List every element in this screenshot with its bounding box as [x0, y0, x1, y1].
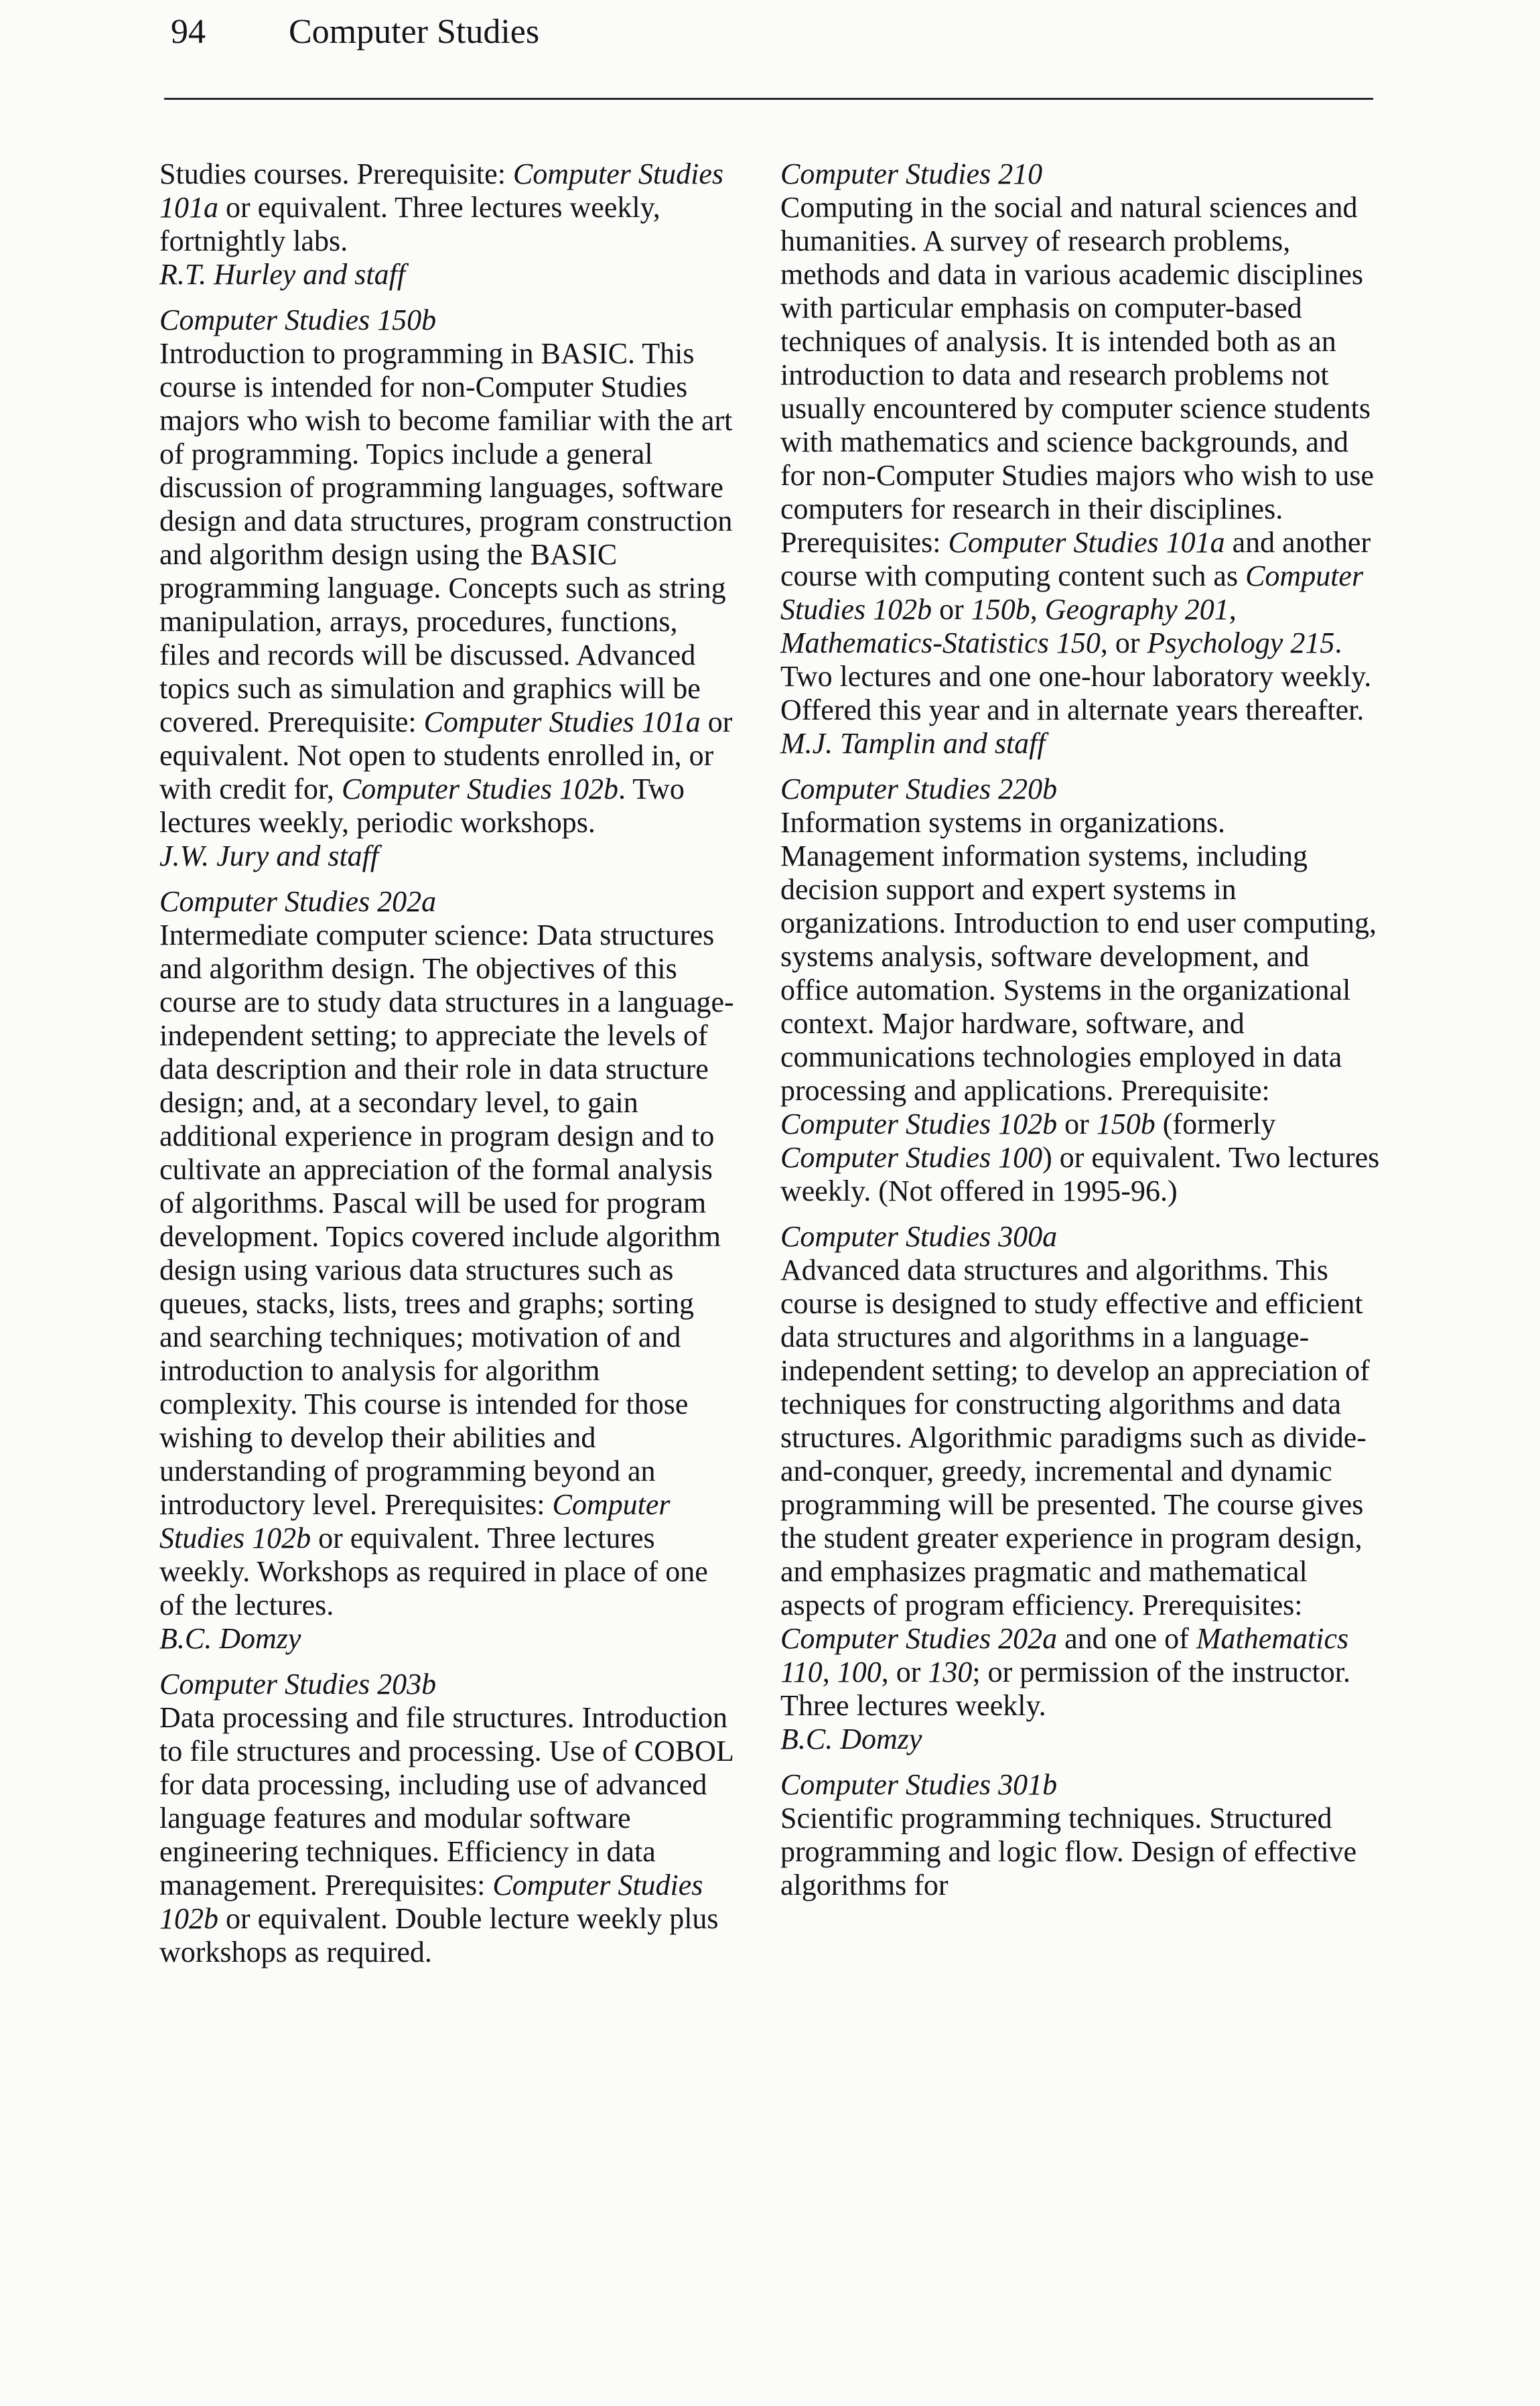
instructor: M.J. Tamplin and staff: [780, 727, 1046, 760]
course-description: [159, 1701, 736, 1969]
text-run: Introduction to programming in BASIC. This course is intended for non-Computer Studies majors who wish to become familiar with the art of programming. Topics include a general discussion of programming languages, software design and data structures, program construction and algorithm design using the BASIC programming language. Concepts such as string manipulation, arrays, procedures, functions, files and records will be discussed. Advanced topics such as simulation and graphics will be covered. Prerequisite:: [159, 337, 733, 738]
course-title: Computer Studies 301b: [780, 1768, 1058, 1801]
course-reference: 150b: [971, 593, 1030, 626]
course-reference: Computer Studies 102b: [159, 1869, 703, 1935]
course-entry-cs203b: [159, 1668, 736, 1969]
page-header: [171, 12, 1373, 98]
course-reference: Computer Studies 102b: [341, 773, 619, 805]
course-title: Computer Studies 220b: [780, 773, 1058, 805]
course-reference: 130: [928, 1656, 973, 1688]
course-description: [159, 157, 736, 258]
text-run: ,: [822, 1656, 837, 1688]
course-title: Computer Studies 210: [780, 157, 1043, 190]
course-reference: Geography 201: [1044, 593, 1229, 626]
course-title: Computer Studies 202a: [159, 885, 437, 918]
course-title: Computer Studies 150b: [159, 304, 437, 336]
course-description: [780, 1802, 1383, 1902]
text-run: or equivalent. Not open to students enrolled in, or with credit for,: [159, 706, 733, 805]
text-run: , or: [1100, 626, 1147, 659]
course-entry-continued: [159, 157, 736, 291]
course-reference: Psychology 215: [1147, 626, 1335, 659]
course-entry-cs300a: [780, 1220, 1383, 1756]
text-run: and another course with computing content such as: [780, 526, 1371, 592]
course-entry-cs220b: [780, 773, 1383, 1208]
course-description: [780, 191, 1383, 727]
course-reference: Computer Studies 102b: [780, 559, 1364, 626]
course-reference: Computer Studies 101a: [159, 157, 724, 224]
course-reference: Computer Studies 101a: [948, 526, 1225, 559]
text-run: ) or equivalent. Two lectures weekly. (Not offered in 1995-96.): [780, 1141, 1380, 1207]
text-run: Intermediate computer science: Data structures and algorithm design. The objectives of this course are to study data structures in a language-independent setting; to appreciate the levels of data description and their role in data structure design; and, at a secondary level, to gain additional experience in program design and to cultivate an appreciation of the formal analysis of algorithms. Pascal will be used for program development. Topics covered include algorithm design using various data structures such as queues, stacks, lists, trees and graphs; sorting and searching techniques; motivation of and introduction to analysis for algorithm complexity. This course is intended for those wishing to develop their abilities and understanding of programming beyond an introductory level. Prerequisites:: [159, 919, 734, 1521]
course-title: Computer Studies 300a: [780, 1220, 1058, 1253]
course-reference: Computer Studies 202a: [780, 1622, 1058, 1655]
course-description: [159, 919, 736, 1622]
text-run: Scientific programming techniques. Structured programming and logic flow. Design of effective algorithms for: [780, 1802, 1357, 1901]
header-rule: [164, 98, 1373, 100]
course-title: Computer Studies 203b: [159, 1668, 437, 1700]
text-run: or: [932, 593, 971, 626]
text-run: ,: [1030, 593, 1045, 626]
course-description: [780, 806, 1383, 1208]
text-run: Data processing and file structures. Introduction to file structures and processing. Use of COBOL for data processing, including use of advanced language features and modular software engineering techniques. Efficiency in data management. Prerequisites:: [159, 1701, 733, 1901]
course-reference: 150b: [1096, 1108, 1156, 1140]
text-run: Computing in the social and natural sciences and humanities. A survey of research problems, methods and data in various academic disciplines with particular emphasis on computer-based techniques of analysis. It is intended both as an introduction to data and research problems not usually encountered by computer science students with mathematics and science backgrounds, and for non-Computer Studies majors who wish to use computers for research in their disciplines. Prerequisites:: [780, 191, 1375, 559]
text-run: or equivalent. Three lectures weekly. Workshops as required in place of one of the lectures.: [159, 1522, 708, 1621]
running-title: Computer Studies: [289, 13, 540, 51]
course-reference: 100: [837, 1656, 882, 1688]
text-run: Advanced data structures and algorithms. This course is designed to study effective and efficient data structures and algorithms in a language-independent setting; to develop an appreciation of techniques for constructing algorithms and data structures. Algorithmic paradigms such as divide-and-conquer, greedy, incremental and dynamic programming will be presented. The course gives the student greater experience in program design, and emphasizes pragmatic and mathematical aspects of program efficiency. Prerequisites:: [780, 1254, 1370, 1621]
course-entry-cs210: [780, 157, 1383, 760]
text-run: Information systems in organizations. Management information systems, including decision support and expert systems in organizations. Introduction to end user computing, systems analysis, software development, and office automation. Systems in the organizational context. Major hardware, software, and communications technologies employed in data processing and applications. Prerequisite:: [780, 806, 1377, 1107]
text-run: or equivalent. Double lecture weekly plus workshops as required.: [159, 1902, 719, 1968]
course-reference: Computer Studies 102b: [159, 1488, 671, 1554]
instructor: B.C. Domzy: [159, 1622, 301, 1655]
text-run: ; or permission of the instructor. Three lectures weekly.: [780, 1656, 1350, 1722]
text-run: and one of: [1057, 1622, 1196, 1655]
right-column: [780, 157, 1383, 1914]
text-run: . Two lectures weekly, periodic workshops.: [159, 773, 685, 839]
course-reference: Computer Studies 101a: [423, 706, 701, 738]
course-reference: Mathematics-Statistics 150: [780, 626, 1101, 659]
text-run: Studies courses. Prerequisite:: [159, 157, 513, 190]
course-entry-cs301b: [780, 1768, 1383, 1902]
left-column: [159, 157, 736, 1981]
text-run: ,: [1229, 593, 1237, 626]
course-entry-cs202a: [159, 885, 736, 1656]
instructor: B.C. Domzy: [780, 1723, 922, 1755]
course-entry-cs150b: [159, 304, 736, 873]
course-description: [780, 1254, 1383, 1723]
page-number: 94: [171, 13, 206, 51]
instructor: R.T. Hurley and staff: [159, 258, 406, 291]
text-run: (formerly: [1155, 1108, 1276, 1140]
course-reference: Mathematics 110: [780, 1622, 1349, 1688]
text-run: . Two lectures and one one-hour laboratory weekly. Offered this year and in alternate years thereafter.: [780, 626, 1372, 726]
text-run: or equivalent. Three lectures weekly, fortnightly labs.: [159, 191, 660, 257]
course-reference: Computer Studies 102b: [780, 1108, 1058, 1140]
course-reference: Computer Studies 100: [780, 1141, 1043, 1174]
text-run: , or: [881, 1656, 928, 1688]
text-run: or: [1057, 1108, 1097, 1140]
course-description: [159, 337, 736, 840]
instructor: J.W. Jury and staff: [159, 840, 379, 872]
